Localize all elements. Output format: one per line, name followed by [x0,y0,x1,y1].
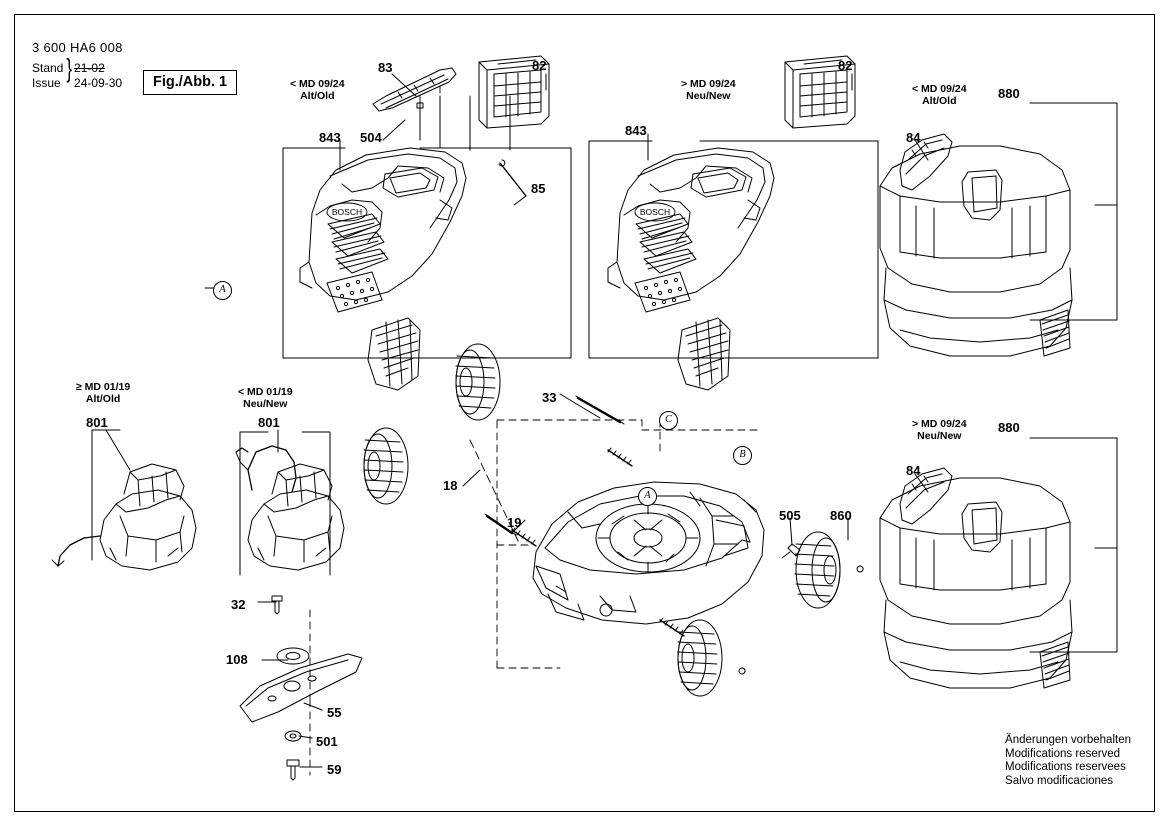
callout-84-new: 84 [906,463,921,478]
callout-504: 504 [360,130,382,145]
callout-19: 19 [507,515,522,530]
variant-note-md0924-alt-left: < MD 09/24 Alt/Old [290,78,345,102]
document-header [32,40,123,91]
issue-value: 24-09-30 [74,76,123,90]
figure-label: Fig./Abb. 1 [143,70,237,95]
header-brace: } [66,54,73,83]
variant-note-md0119-alt: ≥ MD 01/19 Alt/Old [76,381,131,405]
reference-marker-a-left: A [213,281,232,300]
callout-801-new: 801 [258,415,280,430]
callout-880-old: 880 [998,86,1020,101]
variant-note-md0119-neu: < MD 01/19 Neu/New [238,386,293,410]
stand-value: 21-02 [74,61,105,75]
callout-501: 501 [316,734,338,749]
callout-33: 33 [542,390,557,405]
callout-843-new: 843 [625,123,647,138]
callout-84-old: 84 [906,130,921,145]
callout-801-old: 801 [86,415,108,430]
callout-82-new: 82 [838,58,853,73]
callout-32: 32 [231,597,246,612]
callout-82-old: 82 [532,58,547,73]
reference-marker-b: B [733,446,752,465]
callout-843-old: 843 [319,130,341,145]
variant-note-md0924-neu-right: > MD 09/24 Neu/New [912,418,967,442]
callout-108: 108 [226,652,248,667]
callout-59: 59 [327,762,342,777]
part-number: 3 600 HA6 008 [32,40,123,55]
svg-text:BOSCH: BOSCH [639,207,671,217]
callout-505: 505 [779,508,801,523]
reference-marker-c: C [659,411,678,430]
callout-860: 860 [830,508,852,523]
callout-85: 85 [531,181,546,196]
page-border [14,14,1155,812]
footer-line-en: Modifications reserved [1005,747,1121,760]
callout-83: 83 [378,60,393,75]
issue-label: Issue [32,76,61,90]
svg-text:BOSCH: BOSCH [331,207,363,217]
variant-note-md0924-neu-left: > MD 09/24 Neu/New [681,78,736,102]
variant-note-md0924-alt-right: < MD 09/24 Alt/Old [912,83,967,107]
footer-line-es: Salvo modificaciones [1005,774,1114,787]
callout-18: 18 [443,478,458,493]
reference-marker-a-center: A [638,487,657,506]
callout-880-new: 880 [998,420,1020,435]
footer-line-fr: Modifications reservees [1005,761,1126,773]
footer-disclaimer [1005,734,1131,788]
callout-55: 55 [327,705,342,720]
footer-line-de: Änderungen vorbehalten [1005,734,1131,746]
stand-label: Stand [32,61,64,75]
